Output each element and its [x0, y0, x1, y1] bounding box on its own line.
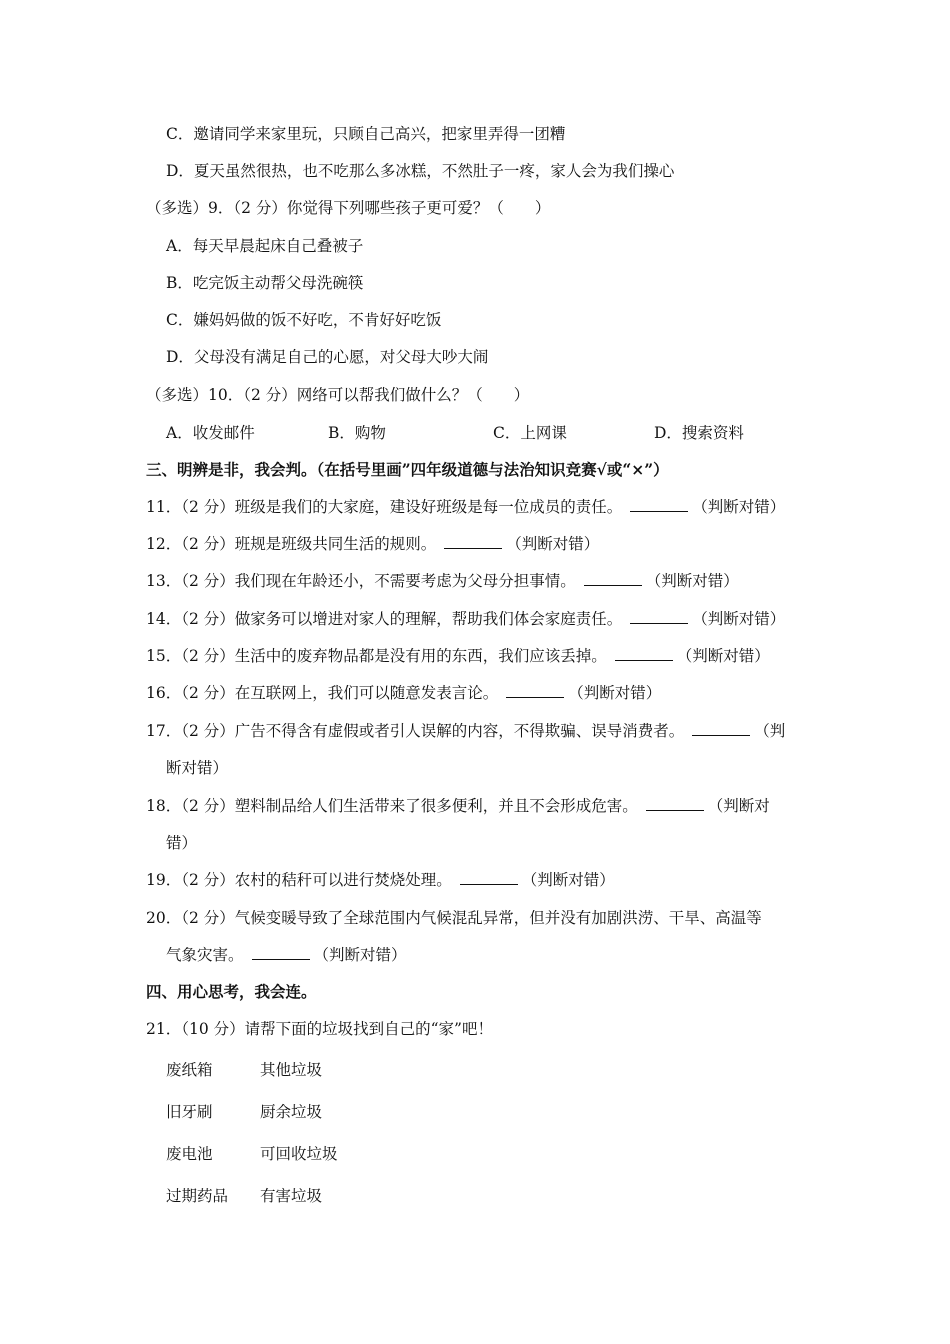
q18-answer-blank[interactable]: [646, 795, 704, 811]
q9-option-a: A．每天早晨起床自己叠被子: [166, 237, 364, 255]
q9-stem: （多选）9．（2 分）你觉得下列哪些孩子更可爱？（ ）: [146, 199, 551, 217]
q12-answer-blank[interactable]: [444, 533, 502, 549]
q20-answer-blank[interactable]: [252, 944, 310, 960]
q21-stem: 21．（10 分）请帮下面的垃圾找到自己的“家”吧！: [146, 1020, 493, 1038]
section3-heading: 三、明辨是非，我会判。（在括号里画”四年级道德与法治知识竞赛√或“×”）: [146, 460, 669, 479]
q16-text: 16．（2 分）在互联网上，我们可以随意发表言论。: [146, 684, 499, 702]
q10-option-d: D．搜索资料: [654, 424, 744, 442]
q9-option-b: B．吃完饭主动帮父母洗碗筷: [166, 274, 364, 292]
q19-text: 19．（2 分）农村的秸秆可以进行焚烧处理。: [146, 871, 452, 889]
q14: [146, 608, 785, 630]
q20-line2: [166, 944, 407, 966]
q14-suffix: （判断对错）: [692, 610, 786, 628]
q10-option-a: A．收发邮件: [166, 424, 255, 442]
q20-line1: 20．（2 分）气候变暖导致了全球范围内气候混乱异常，但并没有加剧洪涝、干旱、高温等: [146, 909, 762, 927]
q11: [146, 496, 785, 518]
bin-category[interactable]: 其他垃圾: [260, 1061, 323, 1079]
bin-category[interactable]: 厨余垃圾: [260, 1103, 323, 1121]
q13-answer-blank[interactable]: [584, 570, 642, 586]
bin-category[interactable]: 可回收垃圾: [260, 1145, 338, 1163]
section4-heading: 四、用心思考，我会连。: [146, 982, 317, 1001]
q17-answer-blank[interactable]: [692, 720, 750, 736]
waste-item[interactable]: 废纸箱: [166, 1061, 213, 1079]
q17-line2: 断对错）: [166, 759, 229, 777]
q17-suffix-start: （判: [754, 722, 786, 740]
q9-option-c: C．嫌妈妈做的饭不好吃，不肯好好吃饭: [166, 311, 442, 329]
q16: [146, 682, 661, 704]
q17-line1: [146, 720, 785, 742]
waste-item[interactable]: 旧牙刷: [166, 1103, 213, 1121]
q12: [146, 533, 599, 555]
q18-line1: [146, 795, 770, 817]
q17-text: 17．（2 分）广告不得含有虚假或者引人误解的内容，不得欺骗、误导消费者。: [146, 722, 685, 740]
q18-line2: 错）: [166, 834, 198, 852]
q19: [146, 869, 615, 891]
q15: [146, 645, 770, 667]
q14-text: 14．（2 分）做家务可以增进对家人的理解，帮助我们体会家庭责任。: [146, 610, 623, 628]
q20-suffix: （判断对错）: [313, 946, 407, 964]
waste-item[interactable]: 废电池: [166, 1145, 213, 1163]
q11-suffix: （判断对错）: [692, 498, 786, 516]
q15-answer-blank[interactable]: [615, 645, 673, 661]
q11-answer-blank[interactable]: [630, 496, 688, 512]
q8-option-d: D．夏天虽然很热，也不吃那么多冰糕，不然肚子一疼，家人会为我们操心: [166, 162, 675, 180]
q13-suffix: （判断对错）: [645, 572, 739, 590]
q19-answer-blank[interactable]: [460, 869, 518, 885]
q18-text: 18．（2 分）塑料制品给人们生活带来了很多便利，并且不会形成危害。: [146, 797, 638, 815]
q9-option-d: D．父母没有满足自己的心愿，对父母大吵大闹: [166, 348, 489, 366]
waste-item[interactable]: 过期药品: [166, 1187, 229, 1205]
q10-option-b: B．购物: [328, 424, 386, 442]
q13: [146, 570, 739, 592]
q13-text: 13．（2 分）我们现在年龄还小，不需要考虑为父母分担事情。: [146, 572, 576, 590]
q15-text: 15．（2 分）生活中的废弃物品都是没有用的东西，我们应该丢掉。: [146, 647, 607, 665]
q8-option-c: C．邀请同学来家里玩，只顾自己高兴，把家里弄得一团糟: [166, 125, 566, 143]
bin-category[interactable]: 有害垃圾: [260, 1187, 323, 1205]
q10-stem: （多选）10．（2 分）网络可以帮我们做什么？（ ）: [146, 386, 530, 404]
q11-text: 11．（2 分）班级是我们的大家庭，建设好班级是每一位成员的责任。: [146, 498, 623, 516]
q16-suffix: （判断对错）: [568, 684, 662, 702]
q16-answer-blank[interactable]: [506, 682, 564, 698]
q12-text: 12．（2 分）班规是班级共同生活的规则。: [146, 535, 437, 553]
q19-suffix: （判断对错）: [521, 871, 615, 889]
q10-option-c: C．上网课: [493, 424, 567, 442]
q18-suffix-start: （判断对: [707, 797, 770, 815]
q14-answer-blank[interactable]: [630, 608, 688, 624]
q12-suffix: （判断对错）: [506, 535, 600, 553]
q20-text-end: 气象灾害。: [166, 946, 244, 964]
q15-suffix: （判断对错）: [676, 647, 770, 665]
